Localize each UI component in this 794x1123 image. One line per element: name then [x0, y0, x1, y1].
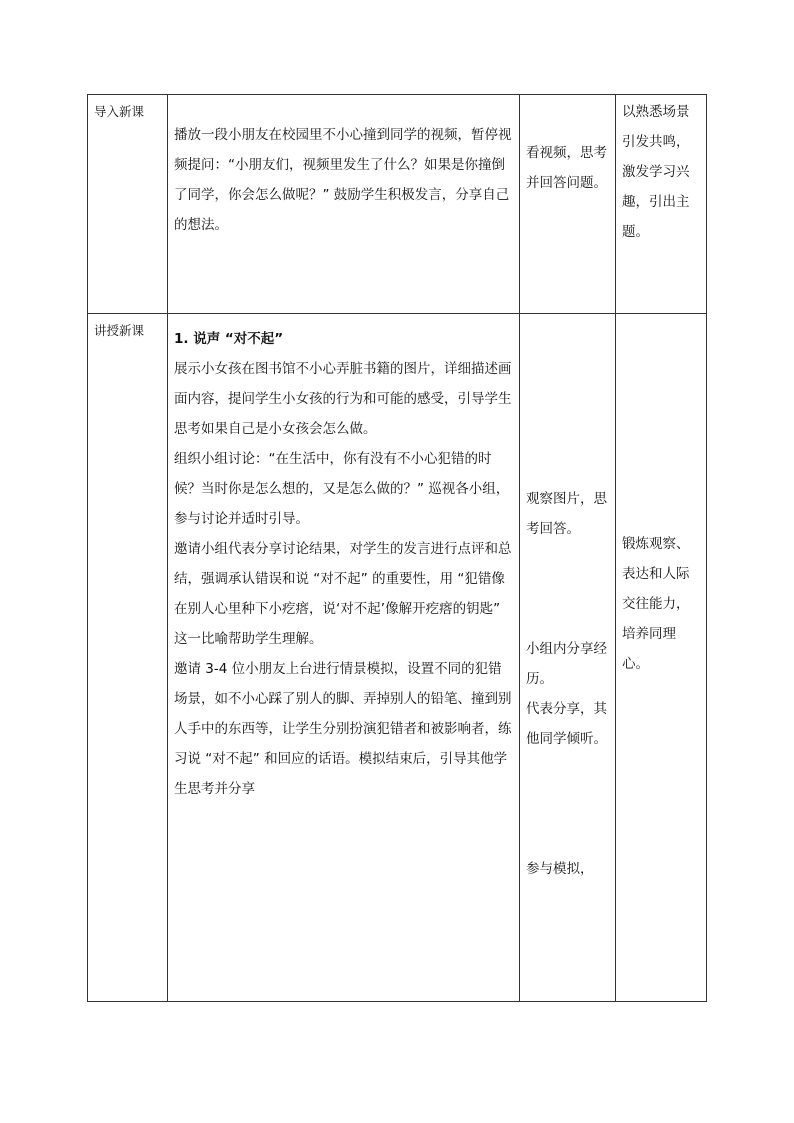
- stage-label: 导入新课: [94, 104, 145, 119]
- teacher-activity-cell: [168, 314, 520, 1002]
- stage-label: 讲授新课: [94, 323, 145, 338]
- design-purpose-cell: [616, 95, 707, 314]
- stage-cell: [88, 95, 168, 314]
- student-activity-text: 代表分享，其他同学倾听。: [526, 701, 607, 747]
- table-row: [88, 314, 707, 1002]
- design-purpose-text: 以熟悉场景引发共鸣，激发学习兴趣，引出主题。: [622, 104, 690, 240]
- teacher-paragraph: 组织小组讨论：“在生活中，你有没有不小心犯错的时候？当时你是怎么想的，又是怎么做的？” 巡视各小组，参与讨论并适时引导。: [174, 451, 510, 527]
- teacher-paragraph: 邀请 3-4 位小朋友上台进行情景模拟，设置不同的犯错场景，如不小心踩了别人的脚、弄掉别人的铅笔、撞到别人手中的东西等，让学生分别扮演犯错者和被影响者，练习说 “对不起” 和回应的话语。模拟结束后，引导其他学生思考并分享: [174, 661, 512, 797]
- stage-cell: [88, 314, 168, 1002]
- student-activity-text: 参与模拟，: [526, 861, 594, 877]
- teacher-activity-cell: [168, 95, 520, 314]
- student-activity-cell: [520, 314, 616, 1002]
- student-activity-text: 小组内分享经历。: [526, 641, 607, 687]
- design-purpose-text: 锻炼观察、表达和人际交往能力，培养同理心。: [622, 536, 690, 672]
- design-purpose-cell: [616, 314, 707, 1002]
- teacher-paragraph: 邀请小组代表分享讨论结果，对学生的发言进行点评和总结，强调承认错误和说 “对不起” 的重要性，用 “犯错像在别人心里种下小疙瘩，说‘对不起’像解开疙瘩的钥匙” 这一比喻帮助学生理解。: [174, 541, 512, 647]
- teacher-paragraph: 展示小女孩在图书馆不小心弄脏书籍的图片，详细描述画面内容，提问学生小女孩的行为和可能的感受，引导学生思考如果自己是小女孩会怎么做。: [174, 361, 512, 437]
- teacher-paragraph: 播放一段小朋友在校园里不小心撞到同学的视频，暂停视频提问：“小朋友们，视频里发生了什么？如果是你撞倒了同学，你会怎么做呢？” 鼓励学生积极发言，分享自己的想法。: [174, 127, 512, 233]
- student-activity-cell: [520, 95, 616, 314]
- section-heading: 1. 说声 “对不起”: [174, 331, 284, 347]
- student-activity-text: 看视频，思考并回答问题。: [526, 145, 607, 191]
- table-row: [88, 95, 707, 314]
- lesson-plan-table: [87, 94, 707, 1002]
- student-activity-text: 观察图片，思考回答。: [526, 491, 607, 537]
